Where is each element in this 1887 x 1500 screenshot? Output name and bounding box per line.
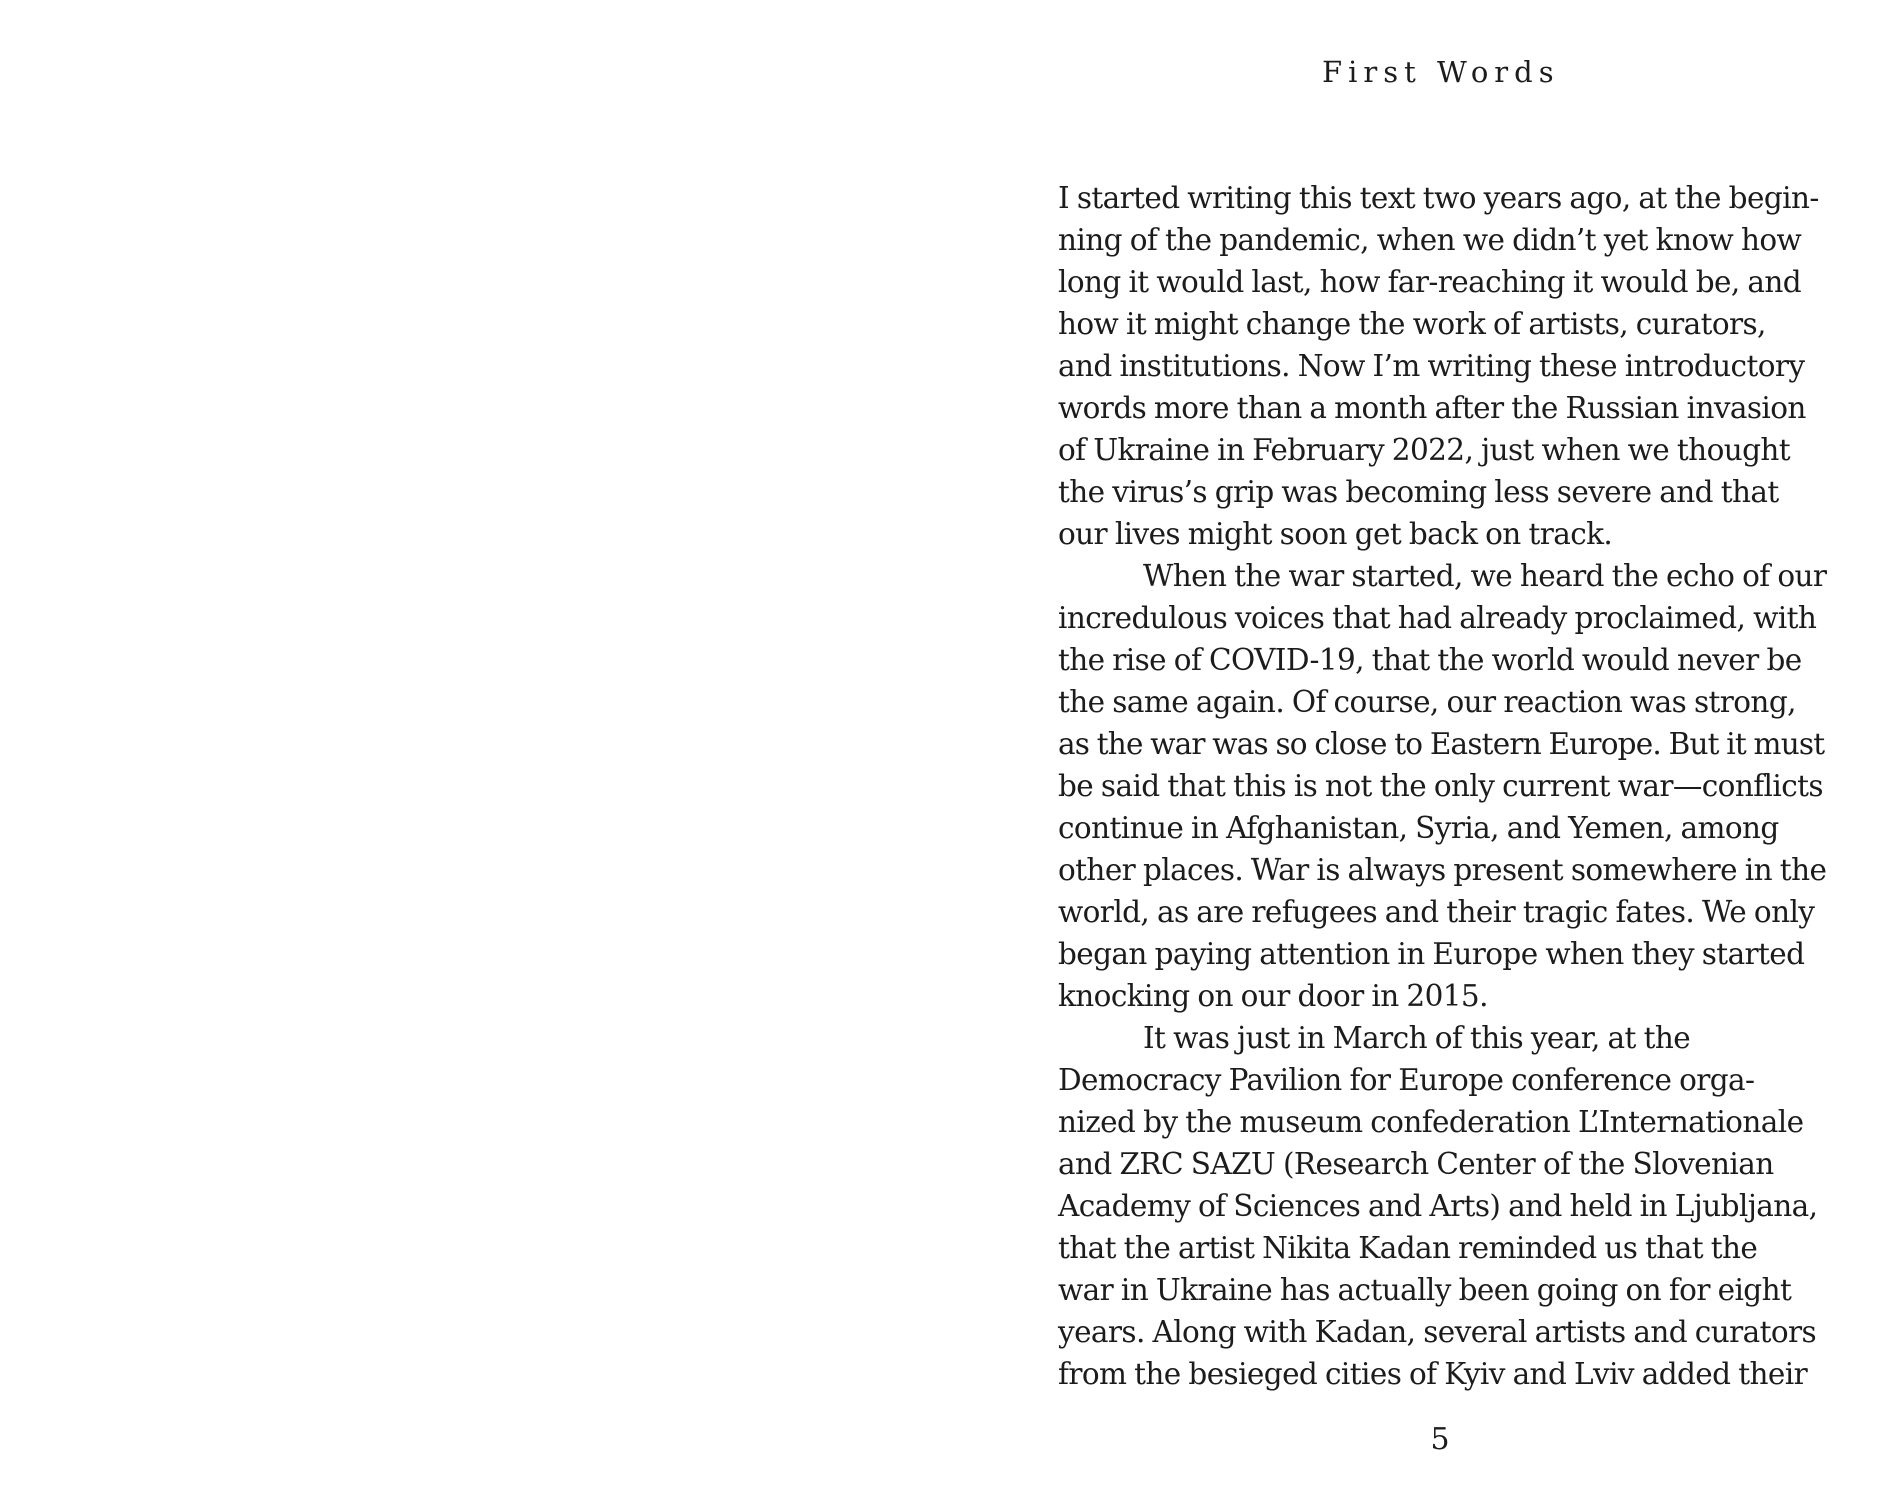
text-line: the virus’s grip was becoming less severe and that bbox=[1058, 475, 1779, 509]
text-line: began paying attention in Europe when they started bbox=[1058, 937, 1805, 971]
text-line: long it would last, how far-reaching it would be, and bbox=[1058, 265, 1802, 299]
text-line: world, as are refugees and their tragic fates. We only bbox=[1058, 895, 1815, 929]
text-line: of Ukraine in February 2022, just when we thought bbox=[1058, 433, 1791, 467]
text-line: that the artist Nikita Kadan reminded us that the bbox=[1058, 1231, 1758, 1265]
text-line: continue in Afghanistan, Syria, and Yemen, among bbox=[1058, 811, 1779, 845]
text-line: nized by the museum confederation L’Internationale bbox=[1058, 1105, 1804, 1139]
text-line: Academy of Sciences and Arts) and held in Ljubljana, bbox=[1058, 1189, 1818, 1223]
text-line: years. Along with Kadan, several artists and curators bbox=[1058, 1315, 1817, 1349]
text-line: incredulous voices that had already proclaimed, with bbox=[1058, 601, 1817, 635]
page-number: 5 bbox=[1430, 1422, 1450, 1457]
left-page-blank bbox=[0, 0, 943, 1500]
text-line: Democracy Pavilion for Europe conference orga- bbox=[1058, 1063, 1755, 1097]
text-line: and ZRC SAZU (Research Center of the Slovenian bbox=[1058, 1147, 1774, 1181]
text-line: ning of the pandemic, when we didn’t yet know how bbox=[1058, 223, 1802, 257]
text-line: the rise of COVID-19, that the world would never be bbox=[1058, 643, 1802, 677]
body-text bbox=[1058, 177, 1828, 1395]
text-line: how it might change the work of artists, curators, bbox=[1058, 307, 1766, 341]
text-line: as the war was so close to Eastern Europe. But it must bbox=[1058, 727, 1825, 761]
text-line: our lives might soon get back on track. bbox=[1058, 517, 1613, 551]
text-line: war in Ukraine has actually been going on for eight bbox=[1058, 1273, 1792, 1307]
text-line: other places. War is always present somewhere in the bbox=[1058, 853, 1827, 887]
text-line: words more than a month after the Russian invasion bbox=[1058, 391, 1806, 425]
text-line: the same again. Of course, our reaction was strong, bbox=[1058, 685, 1796, 719]
text-line: and institutions. Now I’m writing these introductory bbox=[1058, 349, 1805, 383]
text-line: I started writing this text two years ago, at the begin- bbox=[1058, 181, 1819, 215]
running-head: First Words bbox=[1322, 55, 1560, 89]
text-line: be said that this is not the only current war—conflicts bbox=[1058, 769, 1823, 803]
text-line: from the besieged cities of Kyiv and Lviv added their bbox=[1058, 1357, 1808, 1391]
paragraph-first-line: When the war started, we heard the echo of our bbox=[1143, 559, 1827, 593]
paragraph-first-line: It was just in March of this year, at the bbox=[1143, 1021, 1691, 1055]
text-line: knocking on our door in 2015. bbox=[1058, 979, 1488, 1013]
